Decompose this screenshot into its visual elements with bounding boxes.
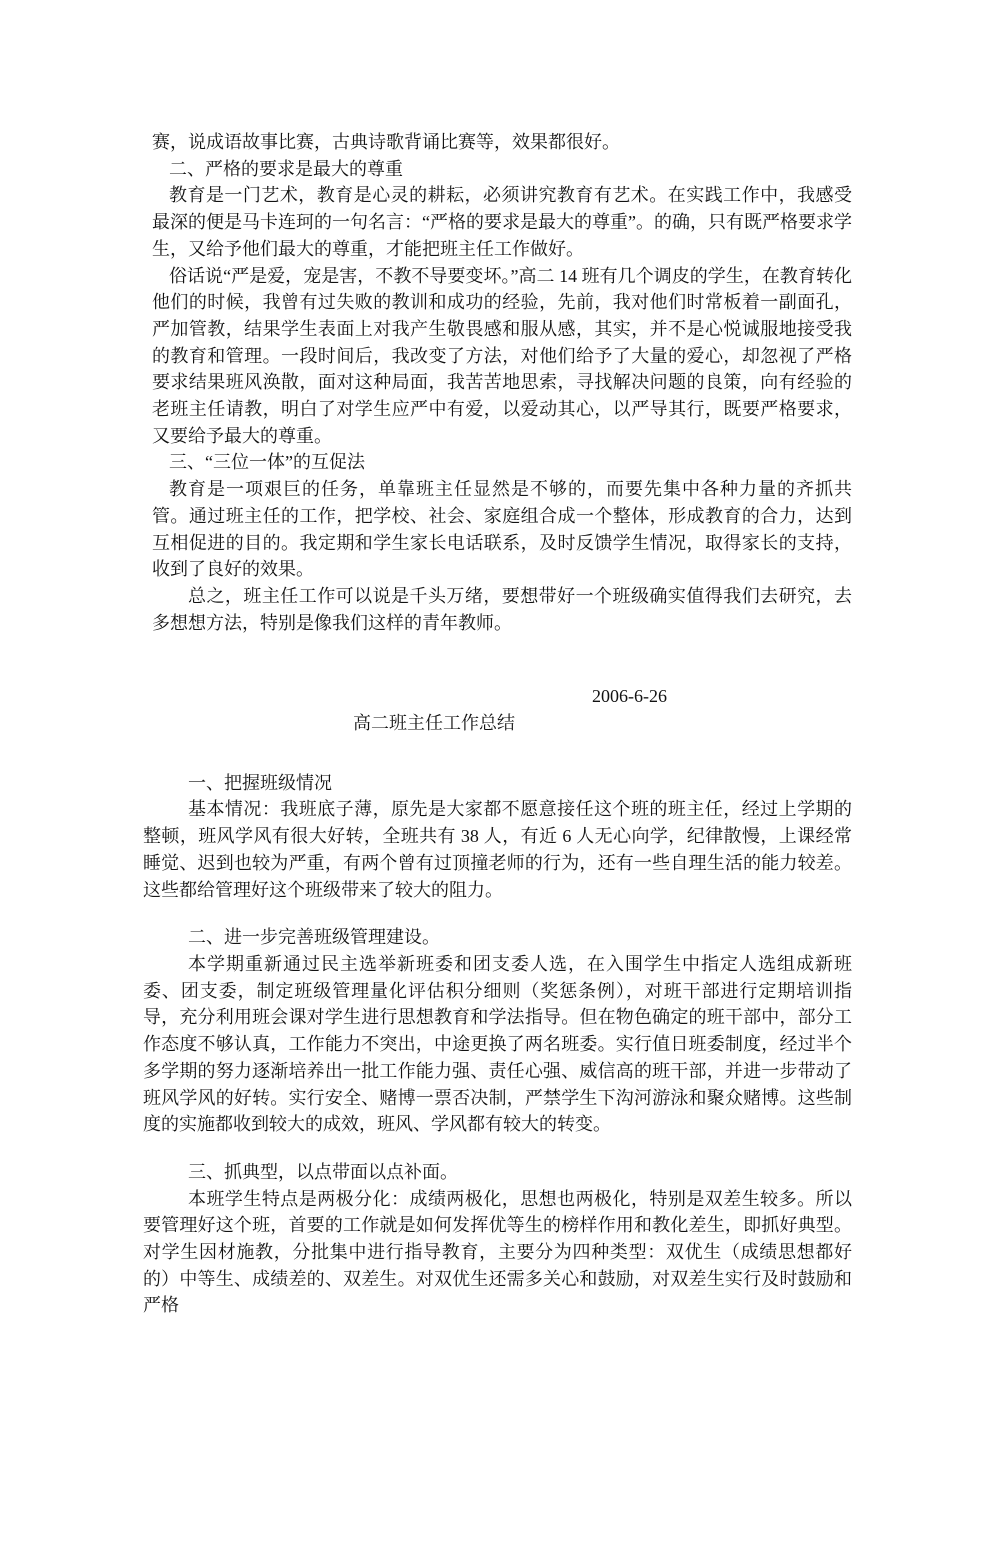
- date-line: 2006-6-26: [592, 686, 667, 707]
- section-heading: 二、进一步完善班级管理建设。: [188, 927, 440, 948]
- paragraph: 赛，说成语故事比赛，古典诗歌背诵比赛等，效果都很好。: [152, 132, 620, 152]
- paragraph: 本班学生特点是两极分化：成绩两极化，思想也两极化，特别是双差生较多。所以要管理好这个班，首要的工作就是如何发挥优等生的榜样作用和教化差生，即抓好典型。对学生因材施教，分批集中进行指导教育，主要分为四种类型：双优生（成绩思想都好的）中等生、成绩差的、双差生。对双优生还需多关心和鼓励，对双差生实行及时鼓励和严格: [143, 1188, 852, 1316]
- section-heading: 一、把握班级情况: [188, 772, 332, 793]
- paragraph: 教育是一项艰巨的任务，单靠班主任显然是不够的，而要先集中各种力量的齐抓共管。通过班主任的工作，把学校、社会、家庭组合成一个整体，形成教育的合力，达到互相促进的目的。我定期和学生家长电话联系，及时反馈学生情况，取得家长的支持，收到了良好的效果。: [152, 479, 852, 580]
- document-title: 高二班主任工作总结: [353, 713, 515, 734]
- document-part-2: [143, 770, 852, 1319]
- document-part-2-wrap: [143, 683, 852, 1319]
- document-part-1: [152, 129, 852, 636]
- paragraph: 总之，班主任工作可以说是千头万绪，要想带好一个班级确实值得我们去研究，去多想想方法，特别是像我们这样的青年教师。: [152, 585, 852, 633]
- document-page: [0, 129, 1000, 1544]
- section-heading: 三、“三位一体”的互促法: [169, 452, 365, 473]
- section-heading: 三、抓典型，以点带面以点补面。: [188, 1161, 458, 1182]
- section-heading: 二、严格的要求是最大的尊重: [169, 158, 403, 179]
- paragraph: 俗话说“严是爱，宠是害，不教不导要变坏。”高二 14 班有几个调皮的学生，在教育转化他们的时候，我曾有过失败的教训和成功的经验，先前，我对他们时常板着一副面孔，严加管教，结果学生表面上对我产生敬畏感和服从感，其实，并不是心悦诚服地接受我的教育和管理。一段时间后，我改变了方法，对他们给予了大量的爱心，却忽视了严格要求结果班风涣散，面对这种局面，我苦苦地思索，寻找解决问题的良策，向有经验的老班主任请教，明白了对学生应严中有爱，以爱动其心，以严导其行，既要严格要求，又要给予最大的尊重。: [152, 265, 852, 446]
- paragraph: 教育是一门艺术，教育是心灵的耕耘，必须讲究教育有艺术。在实践工作中，我感受最深的便是马卡连珂的一句名言：“严格的要求是最大的尊重”。的确，只有既严格要求学生，又给予他们最大的尊重，才能把班主任工作做好。: [152, 185, 852, 259]
- paragraph: 本学期重新通过民主选举新班委和团支委人选，在入围学生中指定人选组成新班委、团支委，制定班级管理量化评估积分细则（奖惩条例），对班干部进行定期培训指导，充分利用班会课对学生进行思想教育和学法指导。但在物色确定的班干部中，部分工作态度不够认真，工作能力不突出，中途更换了两名班委。实行值日班委制度，经过半个多学期的努力逐渐培养出一批工作能力强、责任心强、威信高的班干部，并进一步带动了班风学风的好转。实行安全、赌博一票否决制，严禁学生下沟河游泳和聚众赌博。这些制度的实施都收到较大的成效，班风、学风都有较大的转变。: [143, 953, 852, 1135]
- paragraph: 基本情况：我班底子薄，原先是大家都不愿意接任这个班的班主任，经过上学期的整顿，班风学风有很大好转，全班共有 38 人，有近 6 人无心向学，纪律散慢，上课经常睡觉、迟到也较为严重，有两个曾有过顶撞老师的行为，还有一些自理生活的能力较差。这些都给管理好这个班级带来了较大的阻力。: [143, 799, 852, 900]
